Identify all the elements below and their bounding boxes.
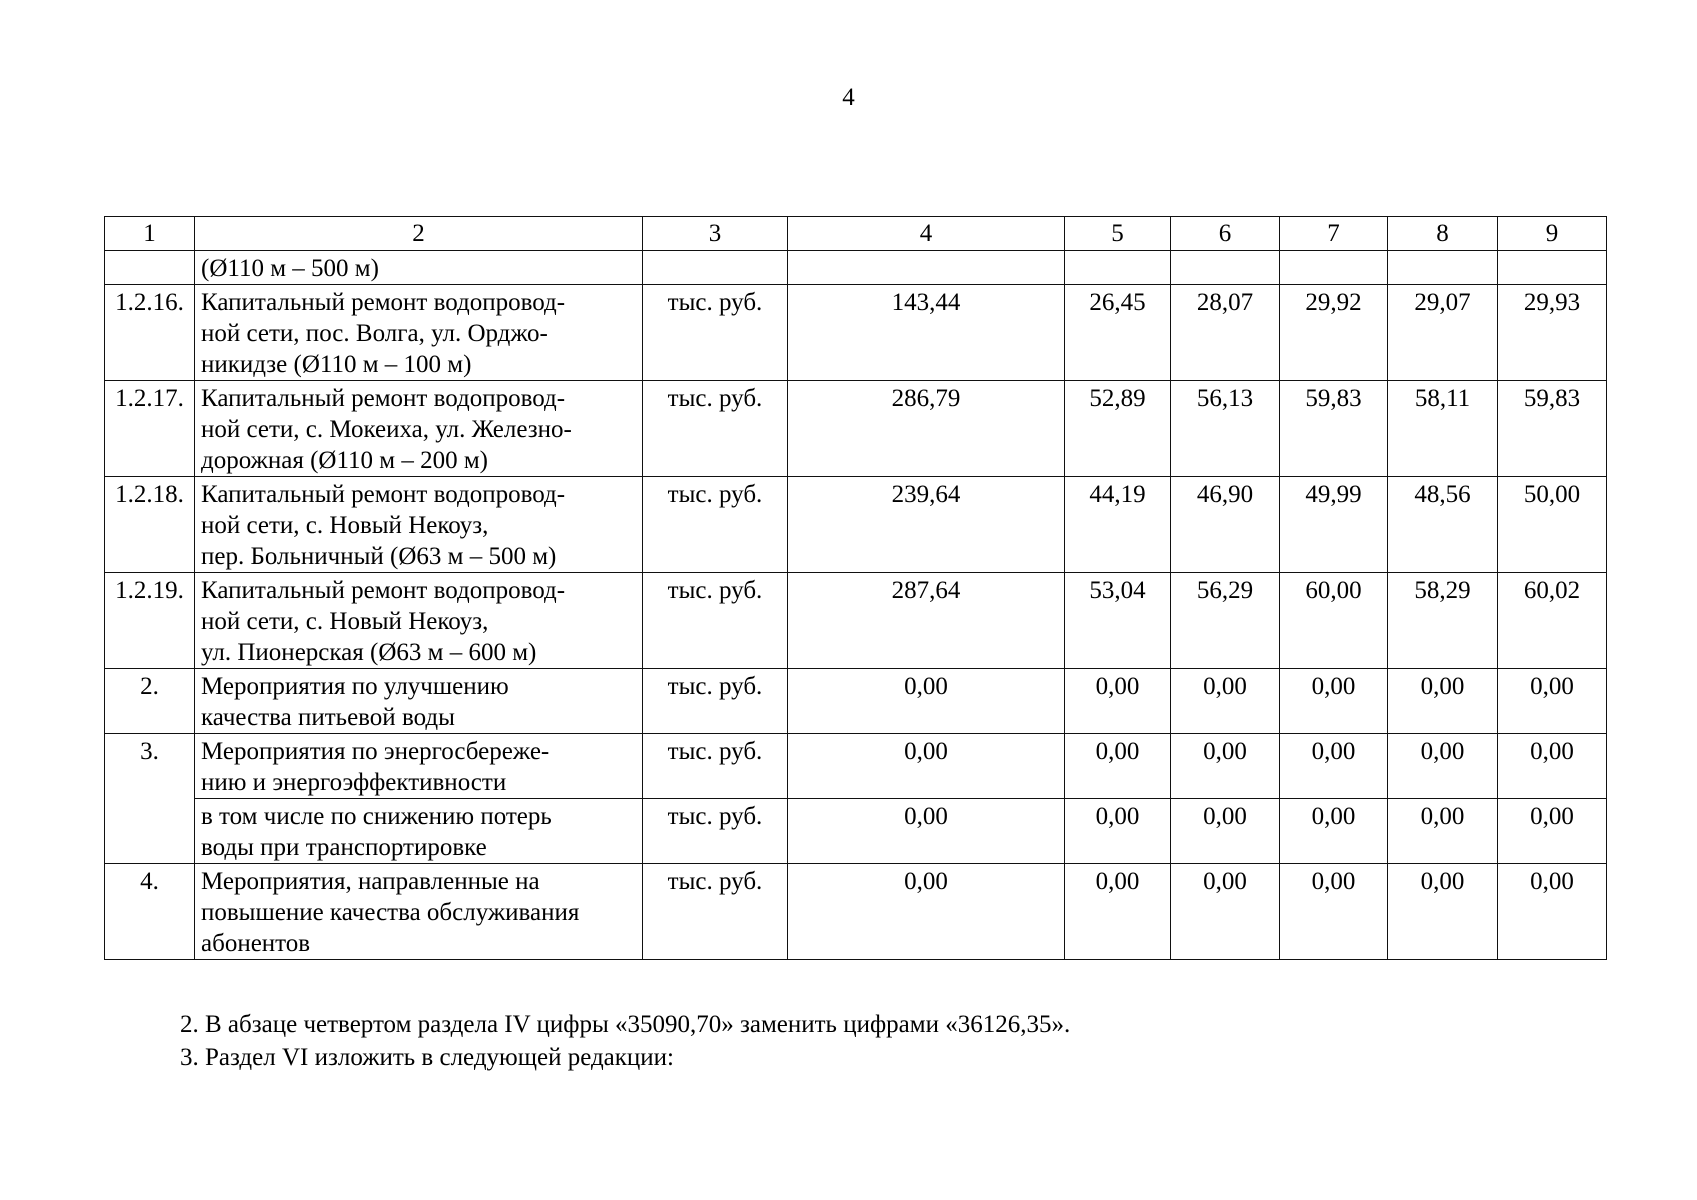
item-year-value: 0,00	[1280, 799, 1388, 864]
table-header-row	[105, 217, 1607, 251]
item-total: 286,79	[788, 381, 1065, 477]
item-year-value: 0,00	[1065, 799, 1171, 864]
item-year-value: 48,56	[1388, 477, 1498, 573]
item-unit: тыс. руб.	[643, 285, 788, 381]
item-name-line: ной сети, с. Мокеиха, ул. Железно-	[201, 416, 572, 443]
item-year-value: 58,29	[1388, 573, 1498, 669]
item-unit: тыс. руб.	[643, 381, 788, 477]
item-year-value: 56,29	[1171, 573, 1280, 669]
item-name-line: ул. Пионерская (Ø63 м – 600 м)	[201, 639, 537, 666]
item-unit: тыс. руб.	[643, 573, 788, 669]
continuation-row	[105, 251, 1607, 285]
item-year-value: 58,11	[1388, 381, 1498, 477]
item-year-value: 0,00	[1498, 864, 1607, 960]
column-header: 8	[1388, 217, 1498, 251]
item-year-value: 26,45	[1065, 285, 1171, 381]
item-year-value: 0,00	[1171, 669, 1280, 734]
item-name-line: (Ø110 м – 500 м)	[201, 255, 379, 282]
item-name	[195, 573, 643, 669]
item-year-value: 0,00	[1280, 669, 1388, 734]
table-row	[105, 381, 1607, 477]
column-header: 2	[195, 217, 643, 251]
item-number: 2.	[105, 669, 195, 734]
item-year-value: 29,92	[1280, 285, 1388, 381]
item-year-value: 59,83	[1498, 381, 1607, 477]
item-year-value: 0,00	[1171, 864, 1280, 960]
item-year-value: 60,02	[1498, 573, 1607, 669]
item-year-value: 0,00	[1171, 734, 1280, 799]
item-name-line: Мероприятия, направленные на	[201, 868, 540, 895]
item-name-line: качества питьевой воды	[201, 704, 455, 731]
item-name-line: ной сети, с. Новый Некоуз,	[201, 512, 489, 539]
item-name-line: Капитальный ремонт водопровод-	[201, 289, 566, 316]
item-number: 4.	[105, 864, 195, 960]
item-total: 0,00	[788, 864, 1065, 960]
item-name-line: нию и энергоэффективности	[201, 769, 507, 796]
item-year-value: 29,07	[1388, 285, 1498, 381]
item-name	[195, 799, 643, 864]
column-header: 5	[1065, 217, 1171, 251]
item-total: 0,00	[788, 799, 1065, 864]
item-total: 0,00	[788, 734, 1065, 799]
item-number: 1.2.18.	[105, 477, 195, 573]
item-year-value: 0,00	[1498, 669, 1607, 734]
item-year-value: 0,00	[1280, 864, 1388, 960]
table-row	[105, 573, 1607, 669]
item-year-value: 28,07	[1171, 285, 1280, 381]
table-row	[105, 799, 1607, 864]
data-table	[104, 216, 1607, 960]
footer-line: 2. В абзаце четвертом раздела IV цифры «35090,70» заменить цифрами «36126,35».	[180, 1011, 1071, 1038]
item-year-value: 0,00	[1065, 669, 1171, 734]
item-number	[105, 799, 195, 864]
footer-text	[180, 1008, 1070, 1074]
item-total: 287,64	[788, 573, 1065, 669]
item-name-line: в том числе по снижению потерь	[201, 803, 552, 830]
column-header: 4	[788, 217, 1065, 251]
item-name	[195, 381, 643, 477]
item-name-line: пер. Больничный (Ø63 м – 500 м)	[201, 543, 557, 570]
item-name-line: ной сети, пос. Волга, ул. Орджо-	[201, 320, 548, 347]
item-number: 1.2.19.	[105, 573, 195, 669]
page-number: 4	[842, 84, 855, 111]
item-name-line: Капитальный ремонт водопровод-	[201, 577, 566, 604]
item-year-value: 29,93	[1498, 285, 1607, 381]
item-number: 1.2.16.	[105, 285, 195, 381]
item-year-value: 0,00	[1388, 669, 1498, 734]
item-total: 239,64	[788, 477, 1065, 573]
item-year-value: 0,00	[1498, 734, 1607, 799]
item-year-value: 60,00	[1280, 573, 1388, 669]
item-name-line: Мероприятия по энергосбереже-	[201, 738, 550, 765]
item-unit: тыс. руб.	[643, 734, 788, 799]
item-unit: тыс. руб.	[643, 799, 788, 864]
item-total: 0,00	[788, 669, 1065, 734]
item-year-value: 0,00	[1388, 864, 1498, 960]
item-year-value: 0,00	[1280, 734, 1388, 799]
item-name	[195, 864, 643, 960]
table-row	[105, 734, 1607, 799]
item-name-line: никидзе (Ø110 м – 100 м)	[201, 351, 472, 378]
item-year-value: 0,00	[1388, 734, 1498, 799]
item-name	[195, 477, 643, 573]
item-name-line: ной сети, с. Новый Некоуз,	[201, 608, 489, 635]
item-year-value: 52,89	[1065, 381, 1171, 477]
table-row	[105, 285, 1607, 381]
table-body	[105, 217, 1607, 960]
item-year-value: 53,04	[1065, 573, 1171, 669]
item-year-value: 0,00	[1065, 864, 1171, 960]
item-year-value: 49,99	[1280, 477, 1388, 573]
column-header: 6	[1171, 217, 1280, 251]
item-year-value: 46,90	[1171, 477, 1280, 573]
item-year-value: 44,19	[1065, 477, 1171, 573]
item-name-line: повышение качества обслуживания	[201, 899, 580, 926]
item-name	[195, 734, 643, 799]
footer-line: 3. Раздел VI изложить в следующей редакции:	[180, 1044, 675, 1071]
item-name	[195, 669, 643, 734]
table-row	[105, 864, 1607, 960]
item-unit: тыс. руб.	[643, 477, 788, 573]
item-number: 1.2.17.	[105, 381, 195, 477]
item-number: 3.	[105, 734, 195, 799]
item-total: 143,44	[788, 285, 1065, 381]
table-row	[105, 669, 1607, 734]
item-name-line: Капитальный ремонт водопровод-	[201, 385, 566, 412]
item-year-value: 0,00	[1388, 799, 1498, 864]
item-unit: тыс. руб.	[643, 864, 788, 960]
column-header: 7	[1280, 217, 1388, 251]
item-name	[195, 285, 643, 381]
item-name-line: абонентов	[201, 930, 311, 957]
item-name-line: Мероприятия по улучшению	[201, 673, 509, 700]
column-header: 1	[105, 217, 195, 251]
item-name-line: Капитальный ремонт водопровод-	[201, 481, 566, 508]
item-year-value: 56,13	[1171, 381, 1280, 477]
item-year-value: 0,00	[1065, 734, 1171, 799]
table-row	[105, 477, 1607, 573]
item-unit: тыс. руб.	[643, 669, 788, 734]
item-year-value: 0,00	[1498, 799, 1607, 864]
item-name-line: дорожная (Ø110 м – 200 м)	[201, 447, 489, 474]
item-year-value: 50,00	[1498, 477, 1607, 573]
item-year-value: 0,00	[1171, 799, 1280, 864]
item-year-value: 59,83	[1280, 381, 1388, 477]
item-name	[195, 251, 643, 285]
item-name-line: воды при транспортировке	[201, 834, 487, 861]
column-header: 3	[643, 217, 788, 251]
column-header: 9	[1498, 217, 1607, 251]
